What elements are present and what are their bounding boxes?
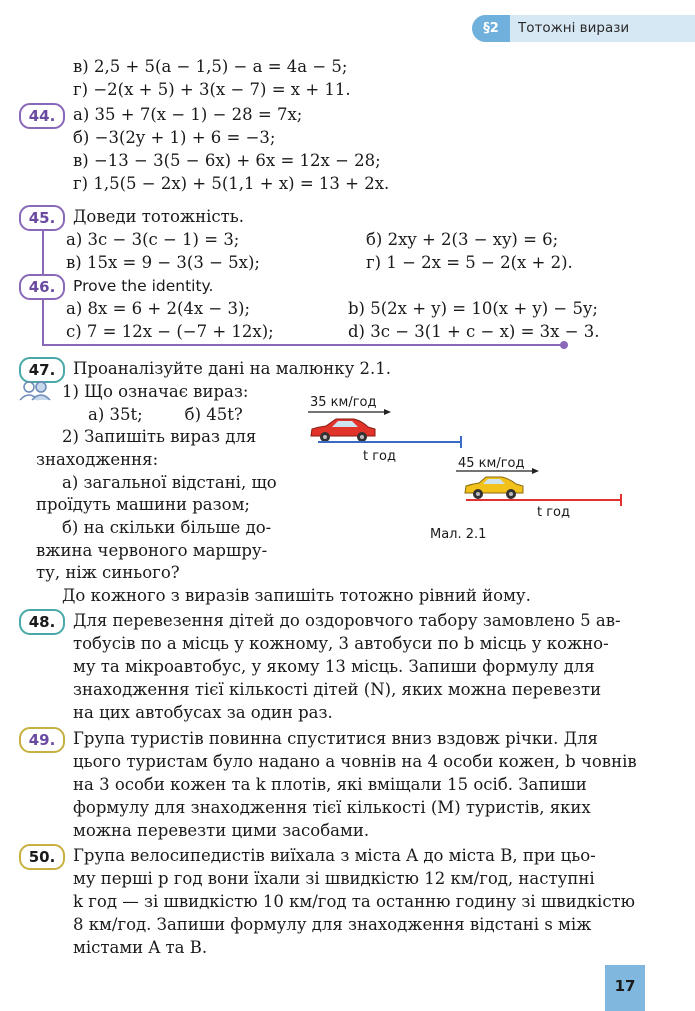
group-bracket-horizontal (42, 344, 564, 346)
yellow-car-icon (462, 474, 526, 500)
ex45-item-a: а) 3c − 3(c − 1) = 3; (66, 230, 240, 249)
ex49-line-3: на 3 особи кожен та k плотів, які вміщали 15 осіб. Запиши (73, 775, 587, 794)
ex46-item-b: b) 5(2x + y) = 10(x + y) − 5y; (348, 299, 598, 318)
ex50-line-5: містами A та B. (73, 938, 208, 957)
exercise-48-badge: 48. (19, 609, 65, 635)
ex49-line-4: формулу для знаходження тієї кількості (M) туристів, яких (73, 798, 591, 817)
ex45-title: Доведи тотожність. (73, 207, 244, 226)
ex50-line-2: му перші p год вони їхали зі швидкістю 12 км/год, наступні (73, 869, 595, 888)
top-item-v: в) 2,5 + 5(a − 1,5) − a = 4a − 5; (73, 57, 348, 76)
exercise-44-badge: 44. (19, 103, 65, 129)
ex47-q2-a: а) загальної відстані, що (62, 473, 277, 492)
ex48-line-1: Для перевезення дітей до оздоровчого табору замовлено 5 ав- (73, 611, 621, 630)
figure-speed-1: 35 км/год (310, 395, 377, 410)
red-route-line (466, 499, 621, 501)
ex45-item-g: г) 1 − 2x = 5 − 2(x + 2). (366, 253, 573, 272)
ex47-q1: 1) Що означає вираз: (62, 382, 249, 401)
figure-speed-2: 45 км/год (458, 456, 525, 471)
ex44-item-g: г) 1,5(5 − 2x) + 5(1,1 + x) = 13 + 2x. (73, 174, 390, 193)
ex46-item-a: a) 8x = 6 + 2(4x − 3); (66, 299, 250, 318)
ex48-line-3: му та мікроавтобус, у якому 13 місць. Запиши формулу для (73, 657, 595, 676)
ex44-item-b: б) −3(2y + 1) + 6 = −3; (73, 128, 276, 147)
ex47-q2-b-cont1: вжина червоного маршру- (36, 541, 268, 560)
ex48-line-5: на цих автобусах за один раз. (73, 703, 333, 722)
blue-route-end (460, 436, 462, 448)
exercise-49-badge: 49. (19, 727, 65, 753)
ex47-q2-b: б) на скільки більше до- (62, 518, 272, 537)
ex50-line-4: 8 км/год. Запиши формулу для знаходження відстані s між (73, 915, 592, 934)
exercise-45-badge: 45. (19, 205, 65, 231)
figure-caption: Мал. 2.1 (430, 527, 487, 542)
page-number: 17 (605, 965, 645, 1011)
pair-work-icon (18, 381, 54, 401)
section-number: §2 (472, 15, 510, 42)
figure-time-2: t год (537, 505, 571, 520)
ex46-item-c: c) 7 = 12x − (−7 + 12x); (66, 322, 274, 341)
section-title: Тотожні вирази (518, 20, 630, 36)
arrow-1 (308, 408, 392, 416)
ex45-item-b: б) 2xy + 2(3 − xy) = 6; (366, 230, 559, 249)
ex48-line-2: тобусів по a місць у кожному, 3 автобуси по b місць у кожно- (73, 634, 609, 653)
ex50-line-1: Група велосипедистів виїхала з міста A до міста B, при цьо- (73, 846, 596, 865)
ex47-q2: 2) Запишіть вираз для (62, 427, 257, 446)
ex50-line-3: k год — зі швидкістю 10 км/год та останню годину зі швидкістю (73, 892, 636, 911)
ex44-item-v: в) −13 − 3(5 − 6x) + 6x = 12x − 28; (73, 151, 381, 170)
ex49-line-1: Група туристів повинна спуститися вниз вздовж річки. Для (73, 729, 598, 748)
exercise-50-badge: 50. (19, 844, 65, 870)
ex46-item-d: d) 3c − 3(1 + c − x) = 3x − 3. (348, 322, 600, 341)
ex47-q2-cont: знаходження: (36, 450, 159, 469)
ex47-q2-a-cont: проїдуть машини разом; (36, 495, 250, 514)
red-route-end (620, 494, 622, 506)
exercise-47-badge: 47. (19, 357, 65, 383)
ex45-item-v: в) 15x = 9 − 3(3 − 5x); (66, 253, 260, 272)
ex47-q1-options: а) 35t; б) 45t? (88, 405, 243, 424)
ex47-title: Проаналізуйте дані на малюнку 2.1. (73, 359, 392, 378)
ex48-line-4: знаходження тієї кількості дітей (N), яких можна перевезти (73, 680, 602, 699)
ex47-q2-b-cont2: ту, ніж синього? (36, 563, 180, 582)
ex49-line-2: цього туристам було надано a човнів на 4 особи кожен, b човнів (73, 752, 637, 771)
ex46-title: Prove the identity. (73, 277, 214, 295)
red-car-icon (308, 417, 378, 443)
exercise-46-badge: 46. (19, 274, 65, 300)
figure-time-1: t год (363, 449, 397, 464)
top-item-g: г) −2(x + 5) + 3(x − 7) = x + 11. (73, 80, 351, 99)
blue-route-line (318, 441, 461, 443)
ex49-line-5: можна перевезти цими засобами. (73, 821, 370, 840)
ex47-final: До кожного з виразів запишіть тотожно рівний йому. (62, 586, 531, 605)
ex44-item-a: а) 35 + 7(x − 1) − 28 = 7x; (73, 105, 303, 124)
